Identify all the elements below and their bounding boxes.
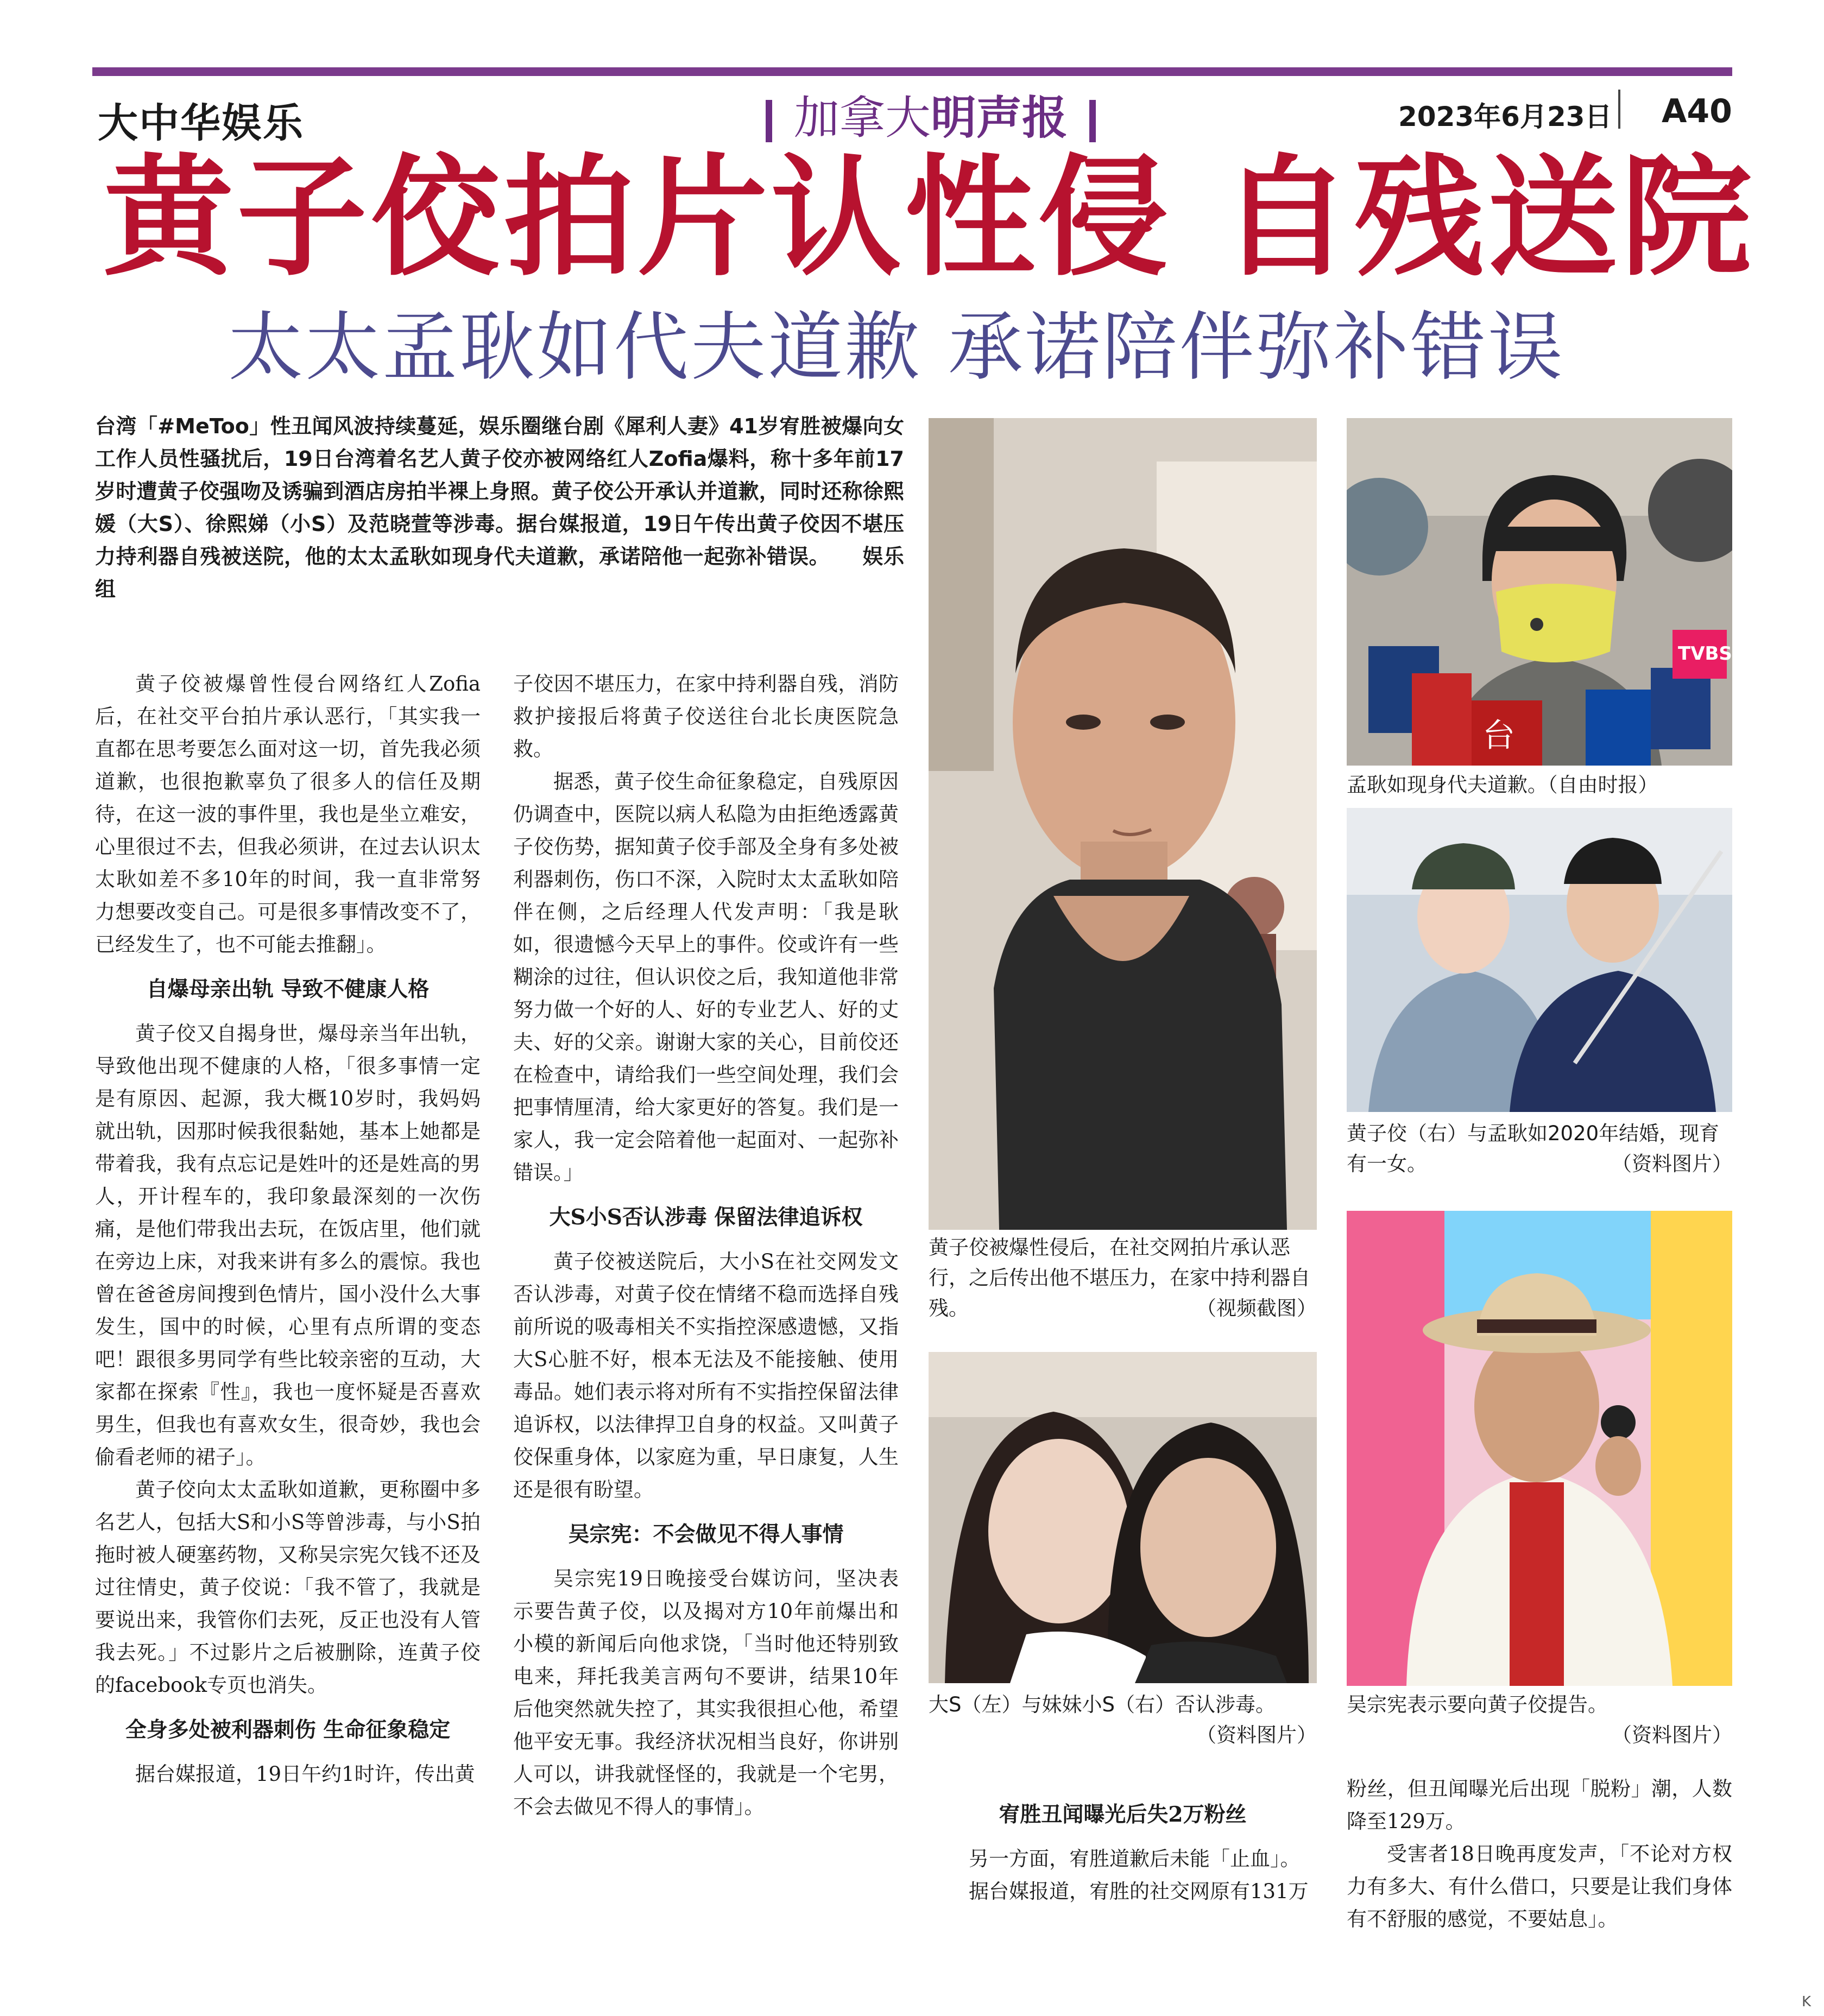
sisters-photo-caption <box>929 1690 1317 1750</box>
caption-text: 黄子佼（右）与孟耿如2020年结婚，现育有一女。 <box>1347 1122 1720 1176</box>
masthead-region: 加拿大 <box>794 91 931 144</box>
page-footmark: K <box>1802 1994 1812 2010</box>
paragraph: 子佼因不堪压力，在家中持利器自残，消防救护接报后将黄子佼送往台北长庚医院急救。 <box>513 672 899 761</box>
masthead-bar-left <box>766 100 772 142</box>
paragraph: 吴宗宪19日晚接受台媒访问，坚决表示要告黄子佼，以及揭对方10年前爆出和小模的新闻后向他求饶，「当时他还特别致电来，拜托我美言两句不要讲，结果10年后他突然就失控了，其实我很担心他，希望他平安无事。我经济状况相当良好，你讲别人可以，讲我就怪怪的，我就是一个宅男，不会去做见不得人的事情」。 <box>513 1567 899 1818</box>
caption-text: 孟耿如现身代夫道歉。 <box>1347 773 1548 797</box>
lede-text: 台湾「#MeToo」性丑闻风波持续蔓延，娱乐圈继台剧《犀利人妻》41岁宥胜被爆向女工作人员性骚扰后，19日台湾着名艺人黄子佼亦被网络红人Zofia爆料，称十多年前17岁时遭黄子佼强吻及诱骗到酒店房拍半裸上身照。黄子佼公开承认并道歉，同时还称徐熙媛（大S）、徐熙娣（小S）及范晓萱等涉毒。据台媒报道，19日午传出黄子佼因不堪压力持利器自残被送院，他的太太孟耿如现身代夫道歉，承诺陪他一起弥补错误。 <box>95 414 904 568</box>
section-heading: 大S小S否认涉毒 保留法律追诉权 <box>549 1205 863 1230</box>
subheadline: 太太孟耿如代夫道歉 承诺陪伴弥补错误 <box>228 304 1565 391</box>
caption-text: 黄子佼被爆性侵后，在社交网拍片承认恶行，之后传出他不堪压力，在家中持利器自残。 <box>929 1236 1310 1320</box>
caption-text: 吴宗宪表示要向黄子佼提告。 <box>1347 1693 1608 1716</box>
paragraph: 黄子佼被爆曾性侵台网络红人Zofia后，在社交平台拍片承认恶行，「其实我一直都在思考要怎么面对这一切，首先我必须道歉，也很抱歉辜负了很多人的信任及期待，在这一波的事件里，我也是坐立难安，心里很过不去，但我必须讲，在过去认识太太耿如差不多10年的时间，我一直非常努力想要改变自己。可是很多事情改变不了，已经发生了，也不可能去推翻」。 <box>95 672 481 956</box>
section-heading: 全身多处被利器刺伤 生命征象稳定 <box>125 1717 451 1742</box>
section-heading: 自爆母亲出轨 导致不健康人格 <box>146 977 430 1002</box>
article-column-4 <box>1347 1773 1732 1936</box>
mic-flag-text: 台 <box>1482 717 1515 755</box>
top-rule <box>92 67 1732 76</box>
paragraph: 据台媒报道，19日午约1时许，传出黄 <box>135 1762 475 1786</box>
lede <box>95 410 904 605</box>
paragraph: 黄子佼向太太孟耿如道歉，更称圈中多名艺人，包括大S和小S等曾涉毒，与小S拍拖时被人硬塞药物，又称吴宗宪欠钱不还及过往情史，黄子佼说：「我不管了，我就是要说出来，我管你们去死，反正也没有人管我去死。」不过影片之后被删除，连黄子佼的facebook专页也消失。 <box>95 1478 481 1697</box>
couple-photo-caption <box>1347 1118 1732 1179</box>
mic-flag-tvbs: TVBS <box>1678 643 1732 665</box>
masthead-bar-right <box>1089 100 1096 142</box>
caption-source: （自由时报） <box>1548 773 1658 797</box>
article-column-1 <box>95 668 481 1791</box>
header-divider <box>1618 90 1620 129</box>
issue-date: 2023年6月23日 <box>1398 101 1612 132</box>
paragraph: 据台媒报道，宥胜的社交网原有131万 <box>969 1880 1309 1903</box>
couple-photo <box>1347 808 1732 1112</box>
caption-source: （资料图片） <box>1612 1152 1732 1176</box>
section-name: 大中华娱乐 <box>98 100 304 147</box>
caption-text: 大S（左）与妹妹小S（右）否认涉毒。 <box>929 1693 1276 1716</box>
paragraph: 粉丝，但丑闻曝光后出现「脱粉」潮，人数降至129万。 <box>1347 1777 1732 1833</box>
main-photo <box>929 418 1317 1230</box>
headline: 黄子佼拍片认性侵 自残送院 <box>103 141 1755 294</box>
main-photo-caption <box>929 1233 1317 1324</box>
article-column-3 <box>929 1786 1317 1908</box>
wife-photo-caption <box>1347 770 1732 800</box>
article-column-2 <box>513 668 899 1823</box>
caption-source: （资料图片） <box>1196 1723 1317 1747</box>
wu-photo-caption <box>1347 1690 1732 1750</box>
masthead <box>744 81 1118 147</box>
sisters-photo <box>929 1352 1317 1683</box>
paragraph: 据悉，黄子佼生命征象稳定，自残原因仍调查中，医院以病人私隐为由拒绝透露黄子佼伤势，据知黄子佼手部及全身有多处被利器刺伤，伤口不深，入院时太太孟耿如陪伴在侧，之后经理人代发声明：「我是耿如，很遗憾今天早上的事件。佼或许有一些糊涂的过往，但认识佼之后，我知道他非常努力做一个好的人、好的专业艺人、好的丈夫、好的父亲。谢谢大家的关心，目前佼还在检查中，请给我们一些空间处理，我们会把事情厘清，给大家更好的答复。我们是一家人，我一定会陪着他一起面对、一起弥补错误。」 <box>513 770 899 1184</box>
section-heading: 宥胜丑闻曝光后失2万粉丝 <box>999 1802 1247 1827</box>
page-number: A40 <box>1662 92 1732 130</box>
paragraph: 黄子佼被送院后，大小S在社交网发文否认涉毒，对黄子佼在情绪不稳而选择自残前所说的吸毒相关不实指控深感遗憾，又指大S心脏不好，根本无法及不能接触、使用毒品。她们表示将对所有不实指控保留法律追诉权，以法律捍卫自身的权益。又叫黄子佼保重身体，以家庭为重，早日康复，人生还是很有盼望。 <box>513 1250 899 1501</box>
wu-photo <box>1347 1211 1732 1686</box>
lede-credit: 娱乐组 <box>95 545 904 601</box>
paragraph: 另一方面，宥胜道歉后未能「止血」。 <box>969 1847 1301 1870</box>
caption-source: （视频截图） <box>1196 1297 1317 1320</box>
masthead-brand: 明声报 <box>931 91 1068 144</box>
paragraph: 受害者18日晚再度发声，「不论对方权力有多大、有什么借口，只要是让我们身体有不舒服的感觉，不要姑息」。 <box>1347 1842 1732 1931</box>
caption-source: （资料图片） <box>1612 1723 1732 1747</box>
wife-photo <box>1347 418 1732 766</box>
paragraph: 黄子佼又自揭身世，爆母亲当年出轨，导致他出现不健康的人格，「很多事情一定是有原因、起源，我大概10岁时，我妈妈就出轨，因那时候我很黏她，基本上她都是带着我，我有点忘记是姓叶的还是姓高的男人，开计程车的，我印象最深刻的一次伤痛，是他们带我出去玩，在饭店里，他们就在旁边上床，对我来讲有多么的震惊。我也曾在爸爸房间搜到色情片，国小没什么大事发生，国中的时候，心里有点所谓的变态吧！跟很多男同学有些比较亲密的互动，大家都在探索『性』，我也一度怀疑是否喜欢男生，但我也有喜欢女生，很奇妙，我也会偷看老师的裙子」。 <box>95 1022 481 1469</box>
section-heading: 吴宗宪：不会做见不得人事情 <box>568 1522 844 1547</box>
